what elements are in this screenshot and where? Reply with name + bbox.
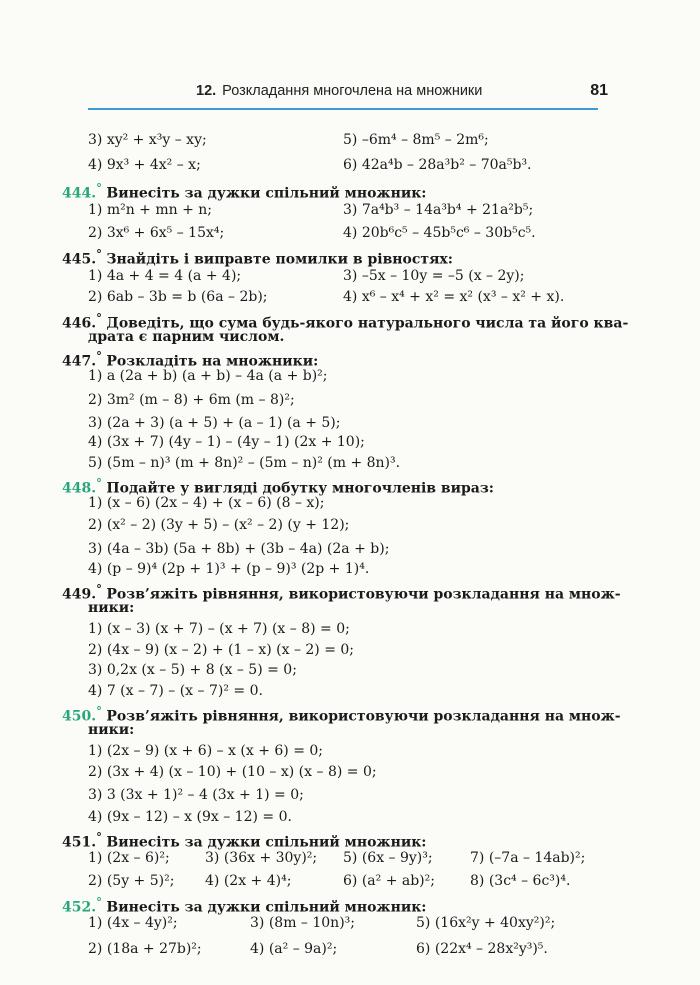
exercise-number: 444. [62,185,97,202]
exercise-line: 1) (x – 6) (2x – 4) + (x – 6) (8 – x); [88,495,325,511]
exercise-line: 2) (4x – 9) (x – 2) + (1 – x) (x – 2) = 0; [88,642,355,658]
exercise-number: 446. [62,315,97,332]
exercise-line: 1) (4x – 4y)²; [88,915,178,931]
exercise-line: 1) (2x – 6)²; [88,850,170,866]
exercise-line: 4) (3x + 7) (4y – 1) – (4y – 1) (2x + 10); [88,434,365,450]
exercise-line: 2) (3x + 4) (x – 10) + (10 – x) (x – 8) = 0; [88,764,377,780]
exercise-line: 3) (4a – 3b) (5a + 8b) + (3b – 4a) (2a + b); [88,541,390,557]
chapter-title: Розкладання многочлена на множники [222,83,483,99]
exercise-number: 452. [62,899,97,916]
exercise-line: 2) 3m² (m – 8) + 6m (m – 8)²; [88,392,295,408]
task-text: Подайте у вигляді добутку многочленів вираз: [106,480,494,497]
exercise-line: 5) (6x – 9y)³; [343,850,433,866]
exercise-line: 2) (18a + 27b)²; [88,941,202,957]
exercise-line: 4) 20b⁶c⁵ – 45b⁵c⁶ – 30b⁵c⁵. [343,225,536,241]
exercise-number: 449. [62,586,97,603]
task-text: Знайдіть і виправте помилки в рівностях: [106,251,453,268]
task-text: ники: [88,600,135,616]
chapter-heading [196,83,482,99]
exercise-line: 4) 9x³ + 4x² – x; [88,157,201,173]
exercise-line: 6) (a² + ab)²; [343,873,435,889]
exercise-line: 5) (16x²y + 40xy²)²; [416,915,556,931]
task-text: Розв’яжіть рівняння, використовуючи розкладання на множ- [106,708,621,725]
exercise-line: 4) (a² – 9a)²; [250,941,338,957]
task-text: Винесіть за дужки спільний множник: [106,899,427,916]
exercise-line: 4) 7 (x – 7) – (x – 7)² = 0. [88,683,263,699]
task-text: Винесіть за дужки спільний множник: [106,185,427,202]
exercise-line: 1) a (2a + b) (a + b) – 4a (a + b)²; [88,368,328,384]
task-text: Винесіть за дужки спільний множник: [106,834,427,851]
exercise-line: 1) (x – 3) (x + 7) – (x + 7) (x – 8) = 0; [88,621,350,637]
exercise-number: 450. [62,708,97,725]
task-text: Розв’яжіть рівняння, використовуючи розкладання на множ- [106,586,621,603]
exercise-line: 4) x⁶ – x⁴ + x² = x² (x³ – x² + x). [343,289,565,305]
exercise-line: 1) 4a + 4 = 4 (a + 4); [88,268,242,284]
exercise-number: 451. [62,834,97,851]
task-444: 444.° Винесіть за дужки спільний множник: [62,181,427,202]
exercise-number: 447. [62,353,97,370]
exercise-line: 4) (p – 9)⁴ (2p + 1)³ + (p – 9)³ (2p + 1)⁴. [88,561,370,577]
task-text: драта є парним числом. [88,329,285,345]
exercise-line: 4) (9x – 12) – x (9x – 12) = 0. [88,809,292,825]
exercise-number: 448. [62,480,97,497]
task-449: 449.° Розв’яжіть рівняння, використовуючи розкладання на множ- [62,582,621,603]
exercise-number: 445. [62,251,97,268]
exercise-line: 2) 3x⁶ + 6x⁵ – 15x⁴; [88,225,225,241]
exercise-line: 6) 42a⁴b – 28a³b² – 70a⁵b³. [343,157,532,173]
exercise-line: 5) (5m – n)³ (m + 8n)² – (5m – n)² (m + 8n)³. [88,455,401,471]
exercise-line: 3) (8m – 10n)³; [250,915,355,931]
exercise-line: 3) xy² + x³y – xy; [88,132,207,148]
exercise-line: 3) (36x + 30y)²; [205,850,318,866]
page-number: 81 [590,82,608,99]
task-447: 447.° Розкладіть на множники: [62,349,319,370]
chapter-number: 12. [196,83,217,99]
task-450: 450.° Розв’яжіть рівняння, використовуючи розкладання на множ- [62,704,621,725]
task-452: 452.° Винесіть за дужки спільний множник: [62,895,427,916]
exercise-line: 3) 7a⁴b³ – 14a³b⁴ + 21a²b⁵; [343,202,534,218]
exercise-line: 3) 0,2x (x – 5) + 8 (x – 5) = 0; [88,662,297,678]
task-446: 446.° Доведіть, що сума будь-якого натурального числа та його ква- [62,311,629,332]
exercise-line: 4) (2x + 4)⁴; [205,873,292,889]
exercise-line: 1) (2x – 9) (x + 6) – x (x + 6) = 0; [88,743,324,759]
task-text: Доведіть, що сума будь-якого натурального числа та його ква- [106,315,629,332]
task-448: 448.° Подайте у вигляді добутку многочленів вираз: [62,476,494,497]
task-445: 445.° Знайдіть і виправте помилки в рівностях: [62,247,453,268]
exercise-line: 8) (3c⁴ – 6c³)⁴. [470,873,571,889]
exercise-line: 2) (x² – 2) (3y + 5) – (x² – 2) (y + 12); [88,517,350,533]
task-text: ники: [88,722,135,738]
exercise-line: 7) (–7a – 14ab)²; [470,850,586,866]
header-rule [88,108,598,110]
task-text: Розкладіть на множники: [106,353,319,370]
running-header [88,83,608,105]
task-451: 451.° Винесіть за дужки спільний множник: [62,830,427,851]
exercise-line: 2) 6ab – 3b = b (6a – 2b); [88,289,268,305]
exercise-line: 2) (5y + 5)²; [88,873,175,889]
exercise-line: 3) (2a + 3) (a + 5) + (a – 1) (a + 5); [88,415,341,431]
exercise-line: 1) m²n + mn + n; [88,202,213,218]
exercise-line: 3) –5x – 10y = –5 (x – 2y); [343,268,525,284]
exercise-line: 3) 3 (3x + 1)² – 4 (3x + 1) = 0; [88,787,304,803]
exercise-line: 5) –6m⁴ – 8m⁵ – 2m⁶; [343,132,489,148]
exercise-line: 6) (22x⁴ – 28x²y³)⁵. [416,941,548,957]
